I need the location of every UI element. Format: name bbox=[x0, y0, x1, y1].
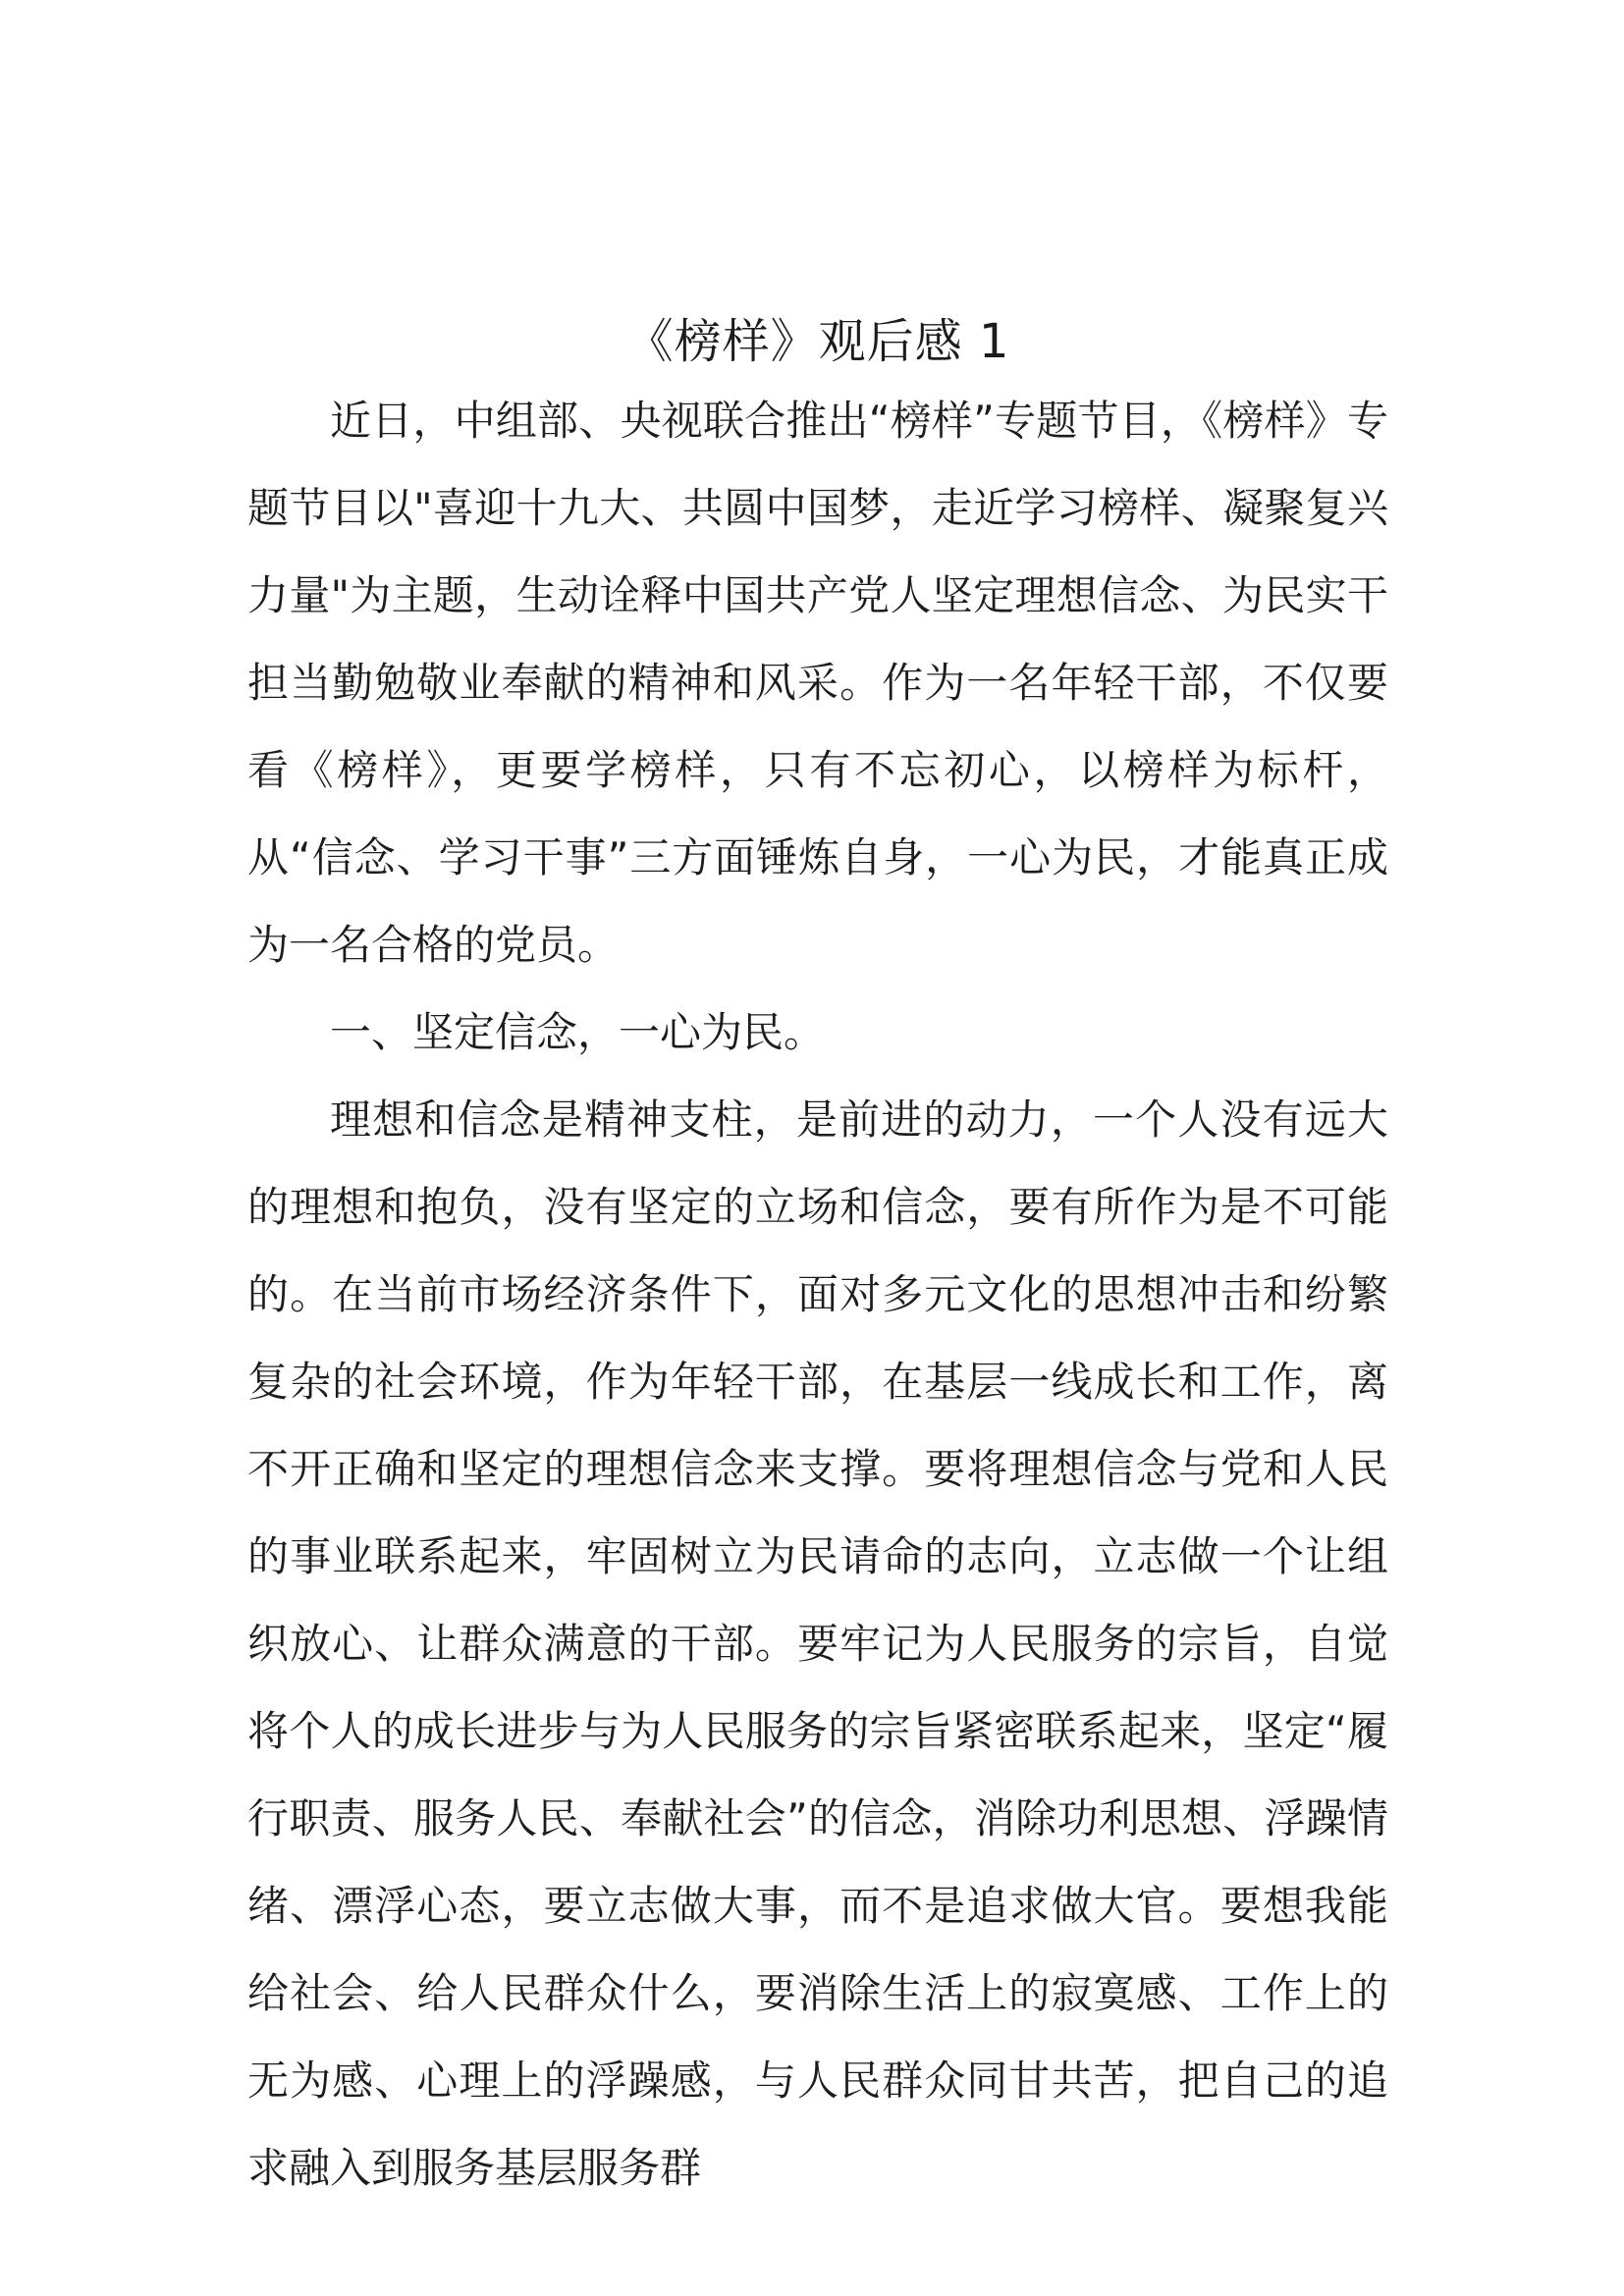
section-heading: 一、坚定信念，一心为民。 bbox=[330, 1008, 826, 1056]
body-paragraph: 理想和信念是精神支柱，是前进的动力，一个人没有远大的理想和抱负，没有坚定的立场和信念，要有所作为是不可能的。在当前市场经济条件下，面对多元文化的思想冲击和纷繁复杂的社会环境，作为年轻干部，在基层一线成长和工作，离不开正确和坚定的理想信念来支撑。要将理想信念与党和人民的事业联系起来，牢固树立为民请命的志向，立志做一个让组织放心、让群众满意的干部。要牢记为人民服务的宗旨，自觉将个人的成长进步与为人民服务的宗旨紧密联系起来，坚定“履行职责、服务人民、奉献社会”的信念，消除功利思想、浮躁情绪、漂浮心态，要立志做大事，而不是追求做大官。要想我能给社会、给人民群众什么，要消除生活上的寂寞感、工作上的无为感、心理上的浮躁感，与人民群众同甘共苦，把自己的追求融入到服务基层服务群 bbox=[247, 1095, 1388, 2192]
document-title: 《榜样》观后感 1 bbox=[625, 314, 1010, 369]
intro-paragraph: 近日，中组部、央视联合推出“榜样”专题节目，《榜样》专题节目以"喜迎十九大、共圆中国梦，走近学习榜样、凝聚复兴力量"为主题，生动诠释中国共产党人坚定理想信念、为民实干担当勤勉敬业奉献的精神和风采。作为一名年轻干部，不仅要看《榜样》，更要学榜样，只有不忘初心，以榜样为标杆，从“信念、学习干事”三方面锤炼自身，一心为民，才能真正成为一名合格的党员。 bbox=[247, 397, 1388, 969]
document-body bbox=[247, 306, 1388, 2212]
